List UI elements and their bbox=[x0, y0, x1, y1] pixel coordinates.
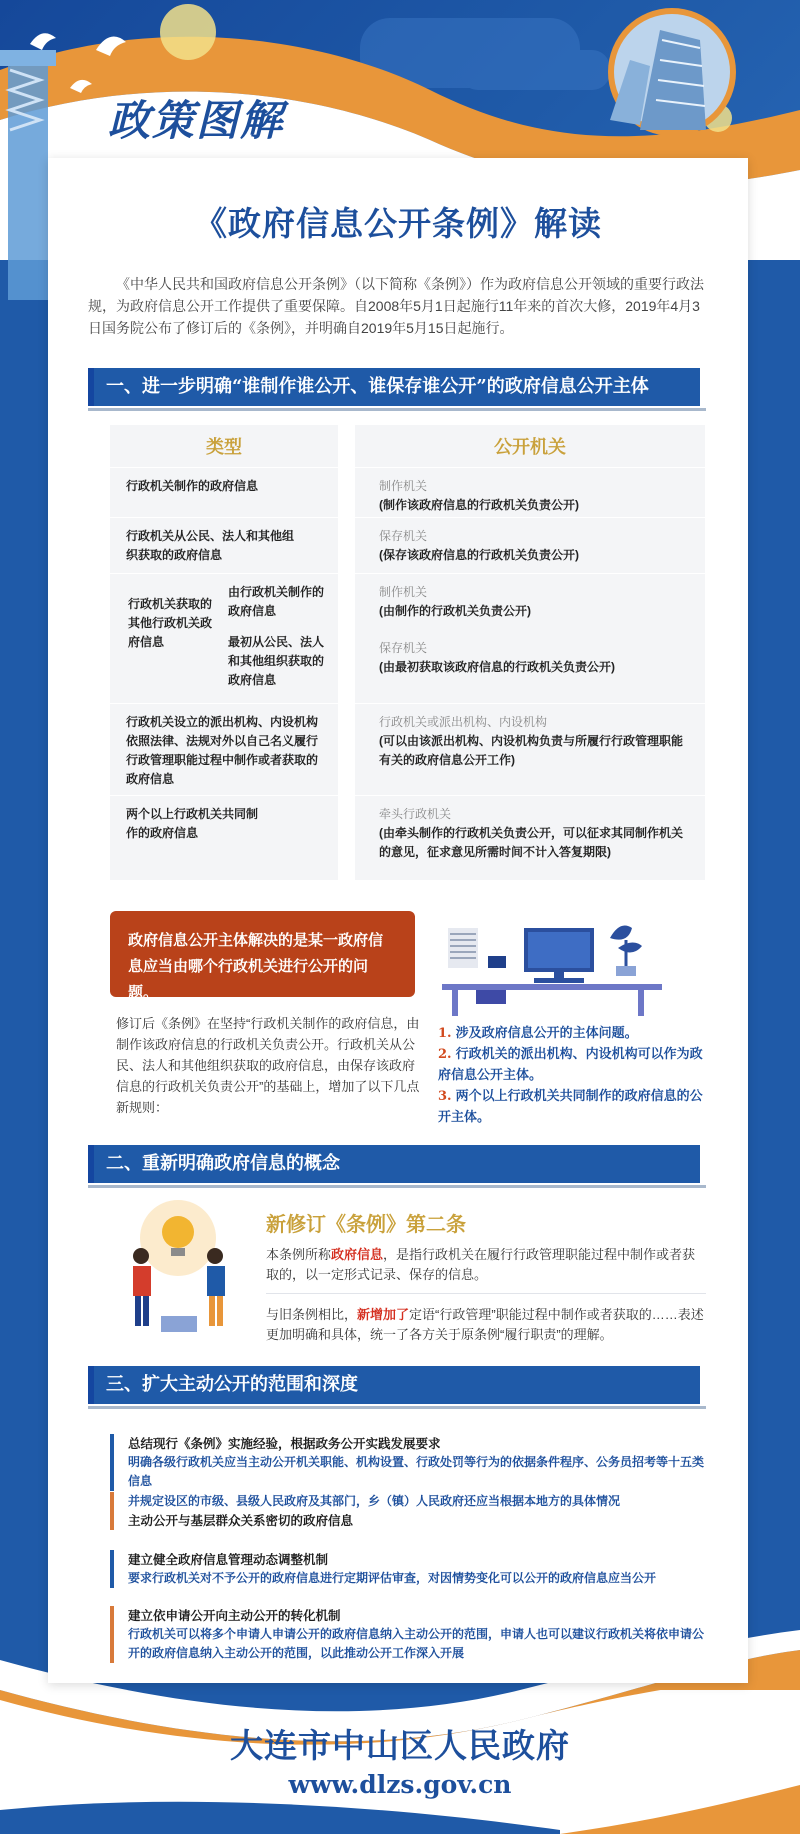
list-item: 1. 涉及政府信息公开的主体问题。 bbox=[438, 1026, 638, 1041]
section-3-item-4: 建立依申请公开向主动公开的转化机制 行政机关可以将多个申请人申请公开的政府信息纳入主动公开的范围，申请人也可以建议行政机关将依申请公开的政府信息纳入主动公开的范围，以此推动公开工作深入开展 bbox=[110, 1606, 710, 1663]
section-1-heading: 一、进一步明确“谁制作谁公开、谁保存谁公开”的政府信息公开主体 bbox=[88, 368, 700, 406]
table-row-4-type: 行政机关设立的派出机构、内设机构依照法律、法规对外以自己名义履行行政管理职能过程中制作或者获取的政府信息 bbox=[126, 715, 319, 786]
table-row-1-org: 制作机关 (制作该政府信息的行政机关负责公开) bbox=[379, 479, 579, 512]
sun-circle bbox=[160, 4, 216, 60]
new-rules-list bbox=[438, 1023, 708, 1128]
table-row-3-sub2: 最初从公民、法人和其他组织获取的政府信息 bbox=[228, 635, 325, 687]
desk-illustration bbox=[438, 918, 708, 1018]
table-row-4-org: 行政机关或派出机构、内设机构 (可以由该派出机构、内设机构负责与所履行行政管理职能有关的政府信息公开工作) bbox=[379, 715, 683, 767]
section-2-heading: 二、重新明确政府信息的概念 bbox=[88, 1145, 700, 1183]
table-org-column bbox=[355, 425, 705, 880]
table-row-5-org: 牵头行政机关 (由牵头制作的行政机关负责公开，可以征求其同制作机关的意见，征求意见所需时间不计入答复期限) bbox=[379, 807, 683, 859]
table-row-3-type: 行政机关获取的其他行政机关政府信息 bbox=[128, 597, 213, 649]
content-card bbox=[48, 158, 748, 1683]
table-type-column bbox=[110, 425, 338, 880]
revision-paragraph: 修订后《条例》在坚持“行政机关制作的政府信息，由制作该政府信息的行政机关负责公开。行政机关从公民、法人和其他组织获取的政府信息，由保存该政府信息的行政机关负责公开”的基础上，增加了以下几点新规则： bbox=[116, 1016, 420, 1115]
list-item: 2. 行政机关的派出机构、内设机构可以作为政府信息公开主体。 bbox=[438, 1047, 703, 1083]
table-row-3-org1: 制作机关 (由制作的行政机关负责公开) bbox=[379, 585, 531, 618]
table-row-3-org2: 保存机关 (由最初获取该政府信息的行政机关负责公开) bbox=[379, 641, 615, 674]
table-row-3-sub1: 由行政机关制作的政府信息 bbox=[228, 585, 325, 618]
table-row-1-type: 行政机关制作的政府信息 bbox=[126, 479, 259, 493]
lightbulb-illustration bbox=[103, 1198, 253, 1338]
building-photo bbox=[608, 8, 736, 136]
table-header-org: 公开机关 bbox=[494, 437, 566, 458]
list-item: 3. 两个以上行政机关共同制作的政府信息的公开主体。 bbox=[438, 1089, 703, 1125]
footer-organization-name: 大连市中山区人民政府 bbox=[230, 1726, 570, 1765]
table-row-2-org: 保存机关 (保存该政府信息的行政机关负责公开) bbox=[379, 529, 579, 562]
section-3-item-2: 并规定设区的市级、县级人民政府及其部门，乡（镇）人民政府还应当根据本地方的具体情况 主动公开与基层群众关系密切的政府信息 bbox=[110, 1492, 710, 1530]
section-3-item-1: 总结现行《条例》实施经验，根据政务公开实践发展要求 明确各级行政机关应当主动公开机关职能、机构设置、行政处罚等行为的依据条件程序、公务员招考等十五类信息 bbox=[110, 1434, 710, 1491]
article-definition: 本条例所称政府信息，是指行政机关在履行行政管理职能过程中制作或者获取的，以一定形式记录、保存的信息。 bbox=[266, 1247, 696, 1282]
table-row-2-type: 行政机关从公民、法人和其他组织获取的政府信息 bbox=[126, 529, 295, 562]
table-header-type: 类型 bbox=[206, 437, 242, 458]
article-title: 新修订《条例》第二条 bbox=[266, 1212, 466, 1236]
section-3-heading: 三、扩大主动公开的范围和深度 bbox=[88, 1366, 700, 1404]
section-3-item-3: 建立健全政府信息管理动态调整机制 要求行政机关对不予公开的政府信息进行定期评估审查，对因情势变化可以公开的政府信息应当公开 bbox=[110, 1550, 710, 1588]
table-row-5-type: 两个以上行政机关共同制作的政府信息 bbox=[126, 807, 259, 840]
banner-title: 政策图解 bbox=[108, 96, 285, 145]
callout-box: 政府信息公开主体解决的是某一政府信息应当由哪个行政机关进行公开的问题。 bbox=[110, 911, 415, 997]
intro-paragraph: 《中华人民共和国政府信息公开条例》（以下简称《条例》）作为政府信息公开领域的重要行政法规，为政府信息公开工作提供了重要保障。自2008年5月1日起施行11年来的首次大修，2019年4月3日国务院公布了修订后的《条例》，并明确自2019年5月15日起施行。 bbox=[88, 276, 704, 336]
article-comparison: 与旧条例相比，新增加了定语“行政管理”职能过程中制作或者获取的……表述更加明确和具体，统一了各方关于原条例“履行职责”的理解。 bbox=[266, 1307, 704, 1342]
footer-website-link[interactable]: www.dlzs.gov.cn bbox=[288, 1770, 512, 1799]
main-title: 《政府信息公开条例》解读 bbox=[194, 204, 602, 243]
